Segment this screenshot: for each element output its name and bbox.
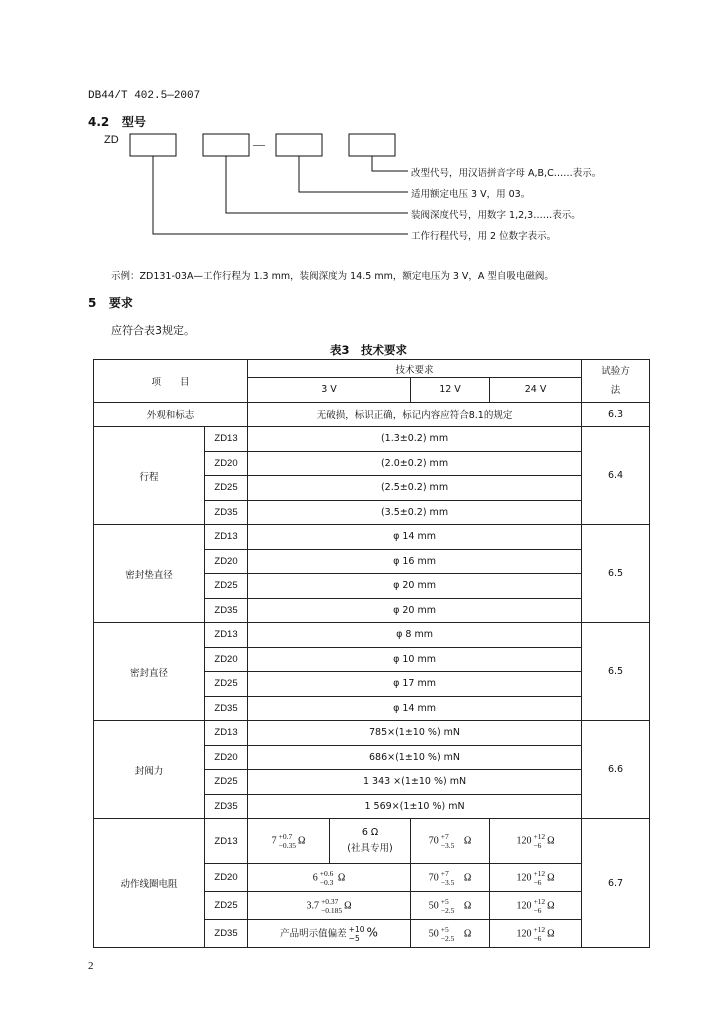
model-cell: ZD25 [205, 770, 248, 795]
method-cell: 6.4 [582, 427, 650, 525]
method-cell: 6.7 [582, 819, 650, 948]
document-id: DB44/T 402.5—2007 [88, 90, 201, 102]
section-title: 要求 [108, 296, 133, 310]
special-value: 6 Ω [361, 827, 379, 838]
group-label: 密封直径 [94, 623, 205, 721]
header-item: 项 目 [94, 360, 248, 403]
method-cell: 6.5 [582, 525, 650, 623]
appearance-label: 外观和标志 [94, 402, 248, 427]
value-cell: φ 8 mm [248, 623, 582, 648]
value-cell: φ 10 mm [248, 647, 582, 672]
resistance-value-special [330, 819, 411, 864]
tech-requirements-table [93, 359, 650, 948]
leader-line-stroke [153, 156, 408, 234]
diagram-label-voltage: 适用额定电压 3 V，用 03。 [411, 189, 531, 200]
table-caption: 表3 技术要求 [330, 343, 408, 357]
value-cell: φ 17 mm [248, 672, 582, 697]
table-row [94, 525, 650, 550]
group-label: 密封垫直径 [94, 525, 205, 623]
value-cell: 785×(1±10 %) mN [248, 721, 582, 746]
model-cell: ZD13 [205, 427, 248, 452]
diagram-label-stroke: 工作行程代号，用 2 位数字表示。 [411, 231, 557, 242]
value-cell: φ 14 mm [248, 696, 582, 721]
value-cell: φ 16 mm [248, 549, 582, 574]
model-prefix: ZD [104, 134, 119, 146]
resistance-value [248, 920, 411, 948]
tolerance-value: 70 +7 −3.5 Ω [428, 832, 472, 850]
method-cell: 6.5 [582, 623, 650, 721]
tolerance-value: 50 +5 −2.5 Ω [428, 896, 472, 915]
code-box-variant [349, 134, 395, 156]
model-cell: ZD20 [205, 647, 248, 672]
model-cell: ZD35 [205, 598, 248, 623]
leader-line-voltage [299, 156, 408, 192]
model-cell: ZD13 [205, 525, 248, 550]
value-cell: (1.3±0.2) mm [248, 427, 582, 452]
model-cell: ZD35 [205, 696, 248, 721]
resistance-value [248, 864, 411, 892]
model-cell: ZD20 [205, 549, 248, 574]
value-cell: φ 14 mm [248, 525, 582, 550]
page-number: 2 [88, 960, 94, 972]
model-cell: ZD25 [205, 672, 248, 697]
tolerance-value: 产品明示值偏差 +10 −5 % [280, 924, 378, 943]
model-cell: ZD20 [205, 745, 248, 770]
appearance-value: 无破损，标识正确，标记内容应符合8.1的规定 [248, 402, 582, 427]
example-text: 示例：ZD131-03A—工作行程为 1.3 mm，装阀深度为 14.5 mm，额定电压为 3 V，A 型自吸电磁阀。 [111, 271, 554, 282]
header-24v: 24 V [490, 378, 582, 403]
section-5-heading [88, 294, 133, 311]
group-label: 封阀力 [94, 721, 205, 819]
tolerance-value: 120 +12 −6 Ω [516, 896, 555, 915]
method-cell: 6.6 [582, 721, 650, 819]
diagram-label-depth: 装阀深度代号，用数字 1,2,3……表示。 [411, 210, 581, 221]
header-tech-req: 技术要求 [248, 360, 582, 378]
value-cell: (3.5±0.2) mm [248, 500, 582, 525]
tolerance-value: 6 +0.6 −0.3 Ω [312, 868, 346, 887]
resistance-value [490, 892, 582, 920]
resistance-value [490, 920, 582, 948]
code-box-voltage [276, 134, 322, 156]
value-cell: φ 20 mm [248, 598, 582, 623]
table-row [94, 402, 650, 427]
header-3v: 3 V [248, 378, 411, 403]
section-title: 型号 [121, 115, 146, 129]
tolerance-value: 50 +5 −2.5 Ω [428, 924, 472, 943]
model-dash: — [253, 137, 265, 151]
value-cell: (2.5±0.2) mm [248, 476, 582, 501]
resistance-value [411, 920, 490, 948]
group-label: 动作线圈电阻 [94, 819, 205, 948]
table-row [94, 427, 650, 452]
tolerance-value: 120 +12 −6 Ω [516, 832, 555, 850]
leader-line-depth [226, 156, 408, 213]
diagram-label-variant: 改型代号，用汉语拼音字母 A,B,C……表示。 [411, 168, 602, 179]
model-cell: ZD35 [205, 920, 248, 948]
model-cell: ZD25 [205, 574, 248, 599]
table-header-row [94, 360, 650, 378]
tolerance-value: 7 +0.7 −0.35 Ω [271, 832, 306, 850]
model-cell: ZD13 [205, 721, 248, 746]
tolerance-value: 70 +7 −3.5 Ω [428, 868, 472, 887]
resistance-value [490, 864, 582, 892]
section-number: 5 [88, 296, 97, 310]
model-cell: ZD35 [205, 794, 248, 819]
resistance-value [411, 892, 490, 920]
leader-line-variant [372, 156, 408, 171]
tolerance-value: 120 +12 −6 Ω [516, 924, 555, 943]
table-row [94, 819, 650, 864]
model-cell: ZD20 [205, 864, 248, 892]
section-5-text: 应符合表3规定。 [111, 324, 195, 337]
table-row [94, 721, 650, 746]
model-cell: ZD13 [205, 819, 248, 864]
special-note: (社具专用) [347, 843, 393, 854]
model-cell: ZD20 [205, 451, 248, 476]
value-cell: φ 20 mm [248, 574, 582, 599]
tolerance-value: 120 +12 −6 Ω [516, 868, 555, 887]
header-12v: 12 V [411, 378, 490, 403]
value-cell: 1 569×(1±10 %) mN [248, 794, 582, 819]
appearance-method: 6.3 [582, 402, 650, 427]
value-cell: 1 343 ×(1±10 %) mN [248, 770, 582, 795]
resistance-value [411, 819, 490, 864]
resistance-value [248, 819, 330, 864]
model-cell: ZD25 [205, 892, 248, 920]
resistance-value [490, 819, 582, 864]
table-row [94, 623, 650, 648]
header-test-method: 试验方法 [582, 360, 650, 403]
model-cell: ZD13 [205, 623, 248, 648]
section-number: 4.2 [88, 115, 110, 129]
model-code-diagram [0, 0, 724, 260]
value-cell: 686×(1±10 %) mN [248, 745, 582, 770]
code-box-stroke [130, 134, 176, 156]
model-cell: ZD25 [205, 476, 248, 501]
code-box-depth [203, 134, 249, 156]
tolerance-value: 3.7 +0.37 −0.185 Ω [306, 896, 352, 915]
value-cell: (2.0±0.2) mm [248, 451, 582, 476]
model-cell: ZD35 [205, 500, 248, 525]
group-label: 行程 [94, 427, 205, 525]
resistance-value [248, 892, 411, 920]
resistance-value [411, 864, 490, 892]
